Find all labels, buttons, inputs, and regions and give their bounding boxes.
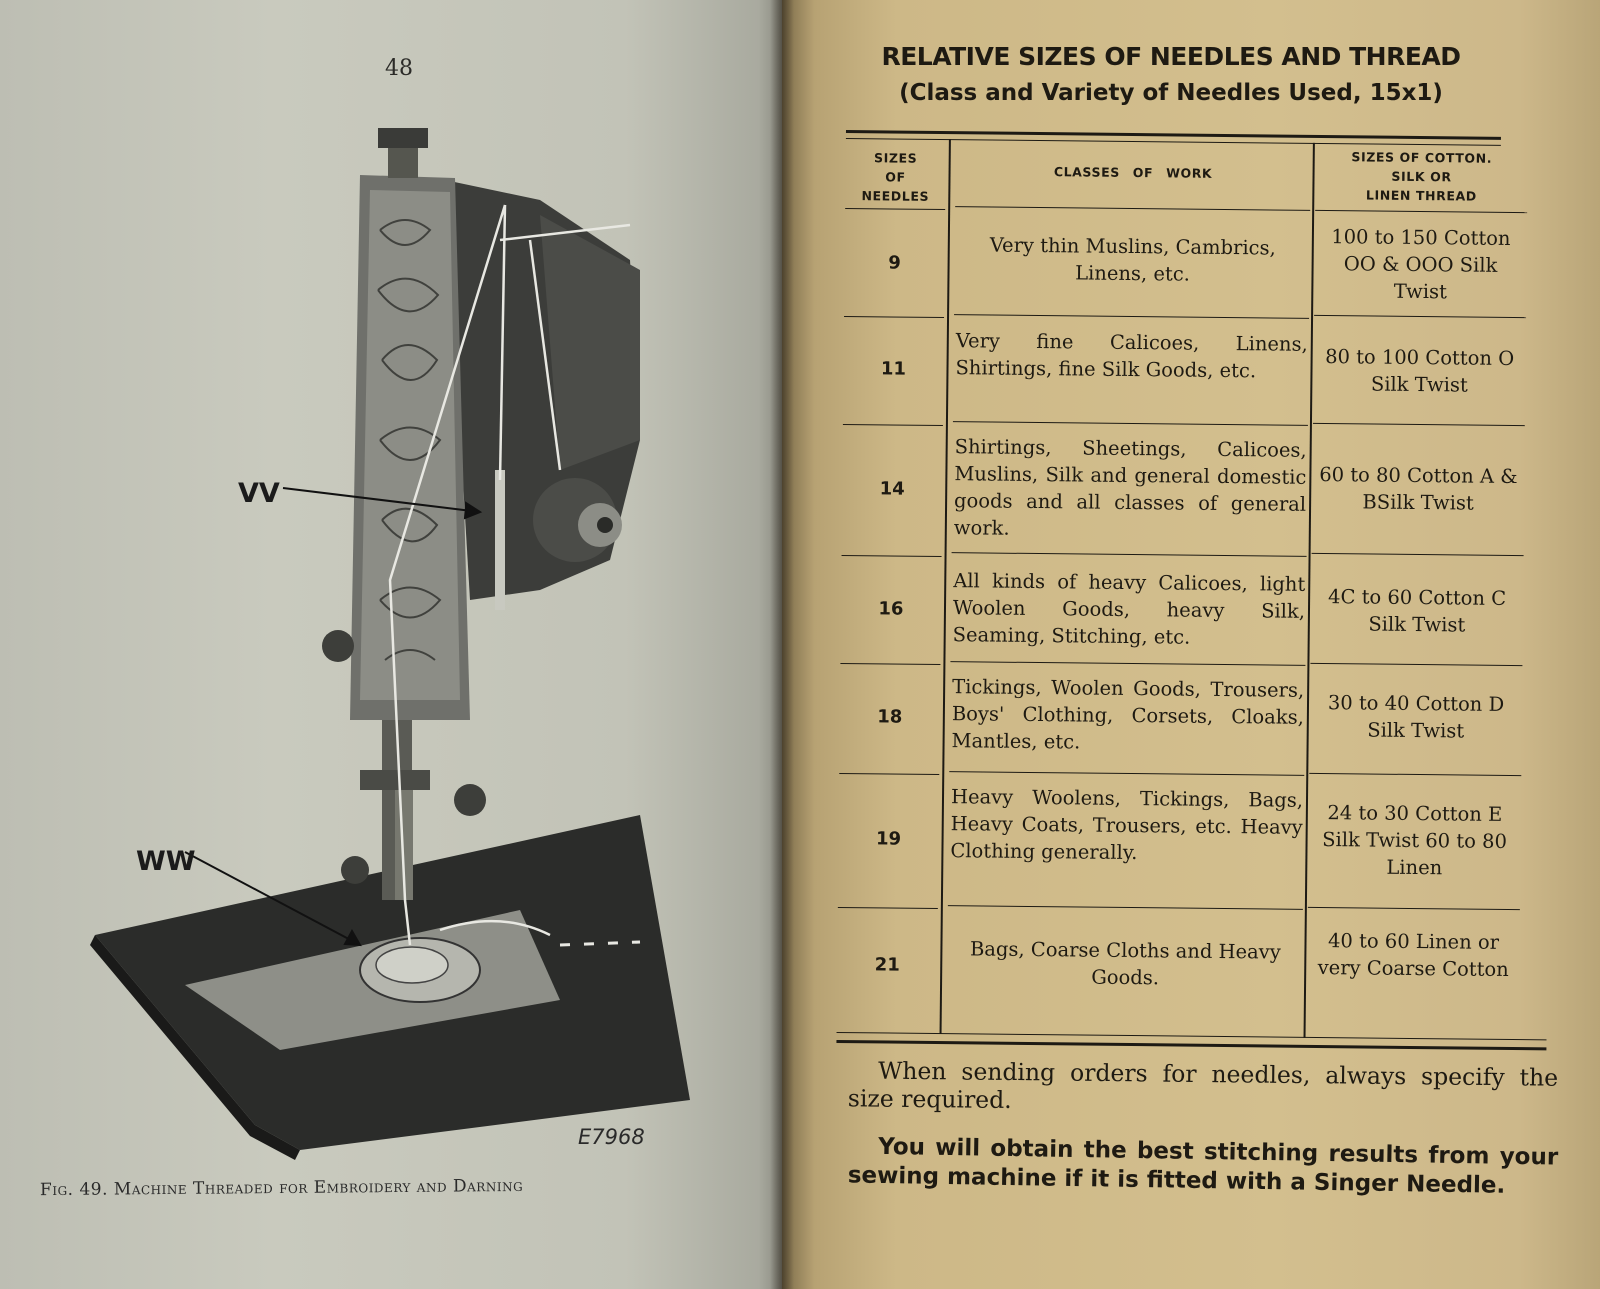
needle-size: 16: [878, 598, 904, 620]
thread-size: 4C to 60 Cotton C Silk Twist: [1327, 585, 1507, 637]
needle-thread-table: [836, 130, 1561, 1072]
header-thread-sizes: [1315, 147, 1528, 206]
classes-of-work: Heavy Woolens, Tickings, Bags, Heavy Coats, Trousers, etc. Heavy Clothing generally.: [950, 785, 1304, 865]
order-note: When sending orders for needles, always specify the size required.: [847, 1056, 1559, 1114]
header-text: SILK OR: [1391, 168, 1452, 185]
row-divider: [950, 661, 1305, 666]
book-gutter: [770, 0, 794, 1289]
table-top-rule-thin: [846, 138, 1501, 146]
thread-size: 60 to 80 Cotton A & BSilk Twist: [1319, 462, 1518, 515]
table-row: [845, 212, 1555, 304]
thread-size: 40 to 60 Linen or very Coarse Cotton: [1317, 929, 1509, 981]
needle-size: 11: [880, 358, 907, 380]
figure-caption: Fig. 49. Machine Threaded for Embroidery and Darning: [39, 1175, 524, 1201]
row-divider: [953, 421, 1308, 426]
table-row: [838, 912, 1548, 990]
classes-of-work: Shirtings, Sheetings, Calicoes, Muslins, Silk and general domestic goods and all classes of general work.: [953, 435, 1307, 540]
classes-of-work: Tickings, Woolen Goods, Trousers, Boys' Clothing, Corsets, Cloaks, Mantles, etc.: [951, 675, 1305, 754]
table-bottom-rule: [836, 1040, 1546, 1050]
row-divider: [840, 663, 940, 665]
thread-size: 30 to 40 Cotton D Silk Twist: [1327, 691, 1505, 743]
page-number: 48: [385, 56, 413, 81]
needle-size: 18: [877, 706, 903, 728]
needle-size: 19: [875, 828, 902, 850]
row-divider: [948, 905, 1303, 910]
header-underline: [1315, 210, 1527, 213]
thread-size: 24 to 30 Cotton E Silk Twist 60 to 80 Linen: [1322, 801, 1508, 880]
needle-size: 21: [874, 954, 900, 976]
row-divider: [954, 314, 1309, 319]
row-divider: [842, 555, 942, 557]
header-underline: [955, 206, 1310, 211]
callout-ww: WW: [136, 846, 196, 877]
row-divider: [949, 771, 1304, 776]
row-divider: [844, 316, 944, 318]
classes-of-work: All kinds of heavy Calicoes, light Woolen Goods, heavy Silk, Seaming, Stitching, etc.: [952, 569, 1306, 649]
needle-size: 9: [888, 252, 901, 274]
singer-needle-note: You will obtain the best stitching results from your sewing machine if it is fitted with a Singer Needle.: [847, 1133, 1559, 1199]
table-bottom-rule-thin: [837, 1032, 1547, 1040]
row-divider: [1313, 423, 1525, 426]
row-divider: [839, 773, 939, 775]
row-divider: [838, 907, 938, 909]
classes-of-work: Very thin Muslins, Cambrics, Linens, etc.: [989, 233, 1276, 286]
row-divider: [1310, 663, 1522, 666]
row-divider: [843, 424, 943, 426]
thread-size: 80 to 100 Cotton O Silk Twist: [1325, 345, 1515, 397]
classes-of-work: Bags, Coarse Cloths and Heavy Goods.: [969, 937, 1281, 990]
table-row: [843, 428, 1553, 540]
plate-code: E7968: [578, 1125, 645, 1149]
row-divider: [1314, 315, 1526, 318]
header-text: LINEN THREAD: [1365, 187, 1477, 204]
header-text: NEEDLES: [861, 188, 930, 204]
table-title: RELATIVE SIZES OF NEEDLES AND THREAD: [881, 42, 1461, 71]
left-page: [0, 0, 782, 1289]
header-underline: [845, 208, 945, 210]
sewing-machine-illustration: [0, 0, 782, 1289]
header-text: SIZES: [873, 150, 918, 166]
table-row: [839, 778, 1549, 880]
needle-size: 14: [879, 478, 905, 500]
row-divider: [1308, 907, 1520, 910]
row-divider: [952, 552, 1307, 557]
header-sizes-of-needles: [845, 148, 946, 206]
table-row: [841, 560, 1551, 649]
thread-size: 100 to 150 Cotton OO & OOO Silk Twist: [1331, 225, 1511, 304]
table-row: [840, 668, 1550, 754]
callout-vv: VV: [238, 478, 280, 509]
table-row: [844, 320, 1554, 397]
row-divider: [1309, 773, 1521, 776]
header-text: OF: [885, 169, 906, 185]
header-classes-of-work: CLASSES OF WORK: [1053, 164, 1213, 181]
table-subtitle: (Class and Variety of Needles Used, 15x1): [899, 80, 1443, 106]
row-divider: [1312, 553, 1524, 556]
header-text: SIZES OF COTTON.: [1351, 149, 1493, 166]
classes-of-work: Very fine Calicoes, Linens, Shirtings, fine Silk Goods, etc.: [955, 329, 1308, 383]
